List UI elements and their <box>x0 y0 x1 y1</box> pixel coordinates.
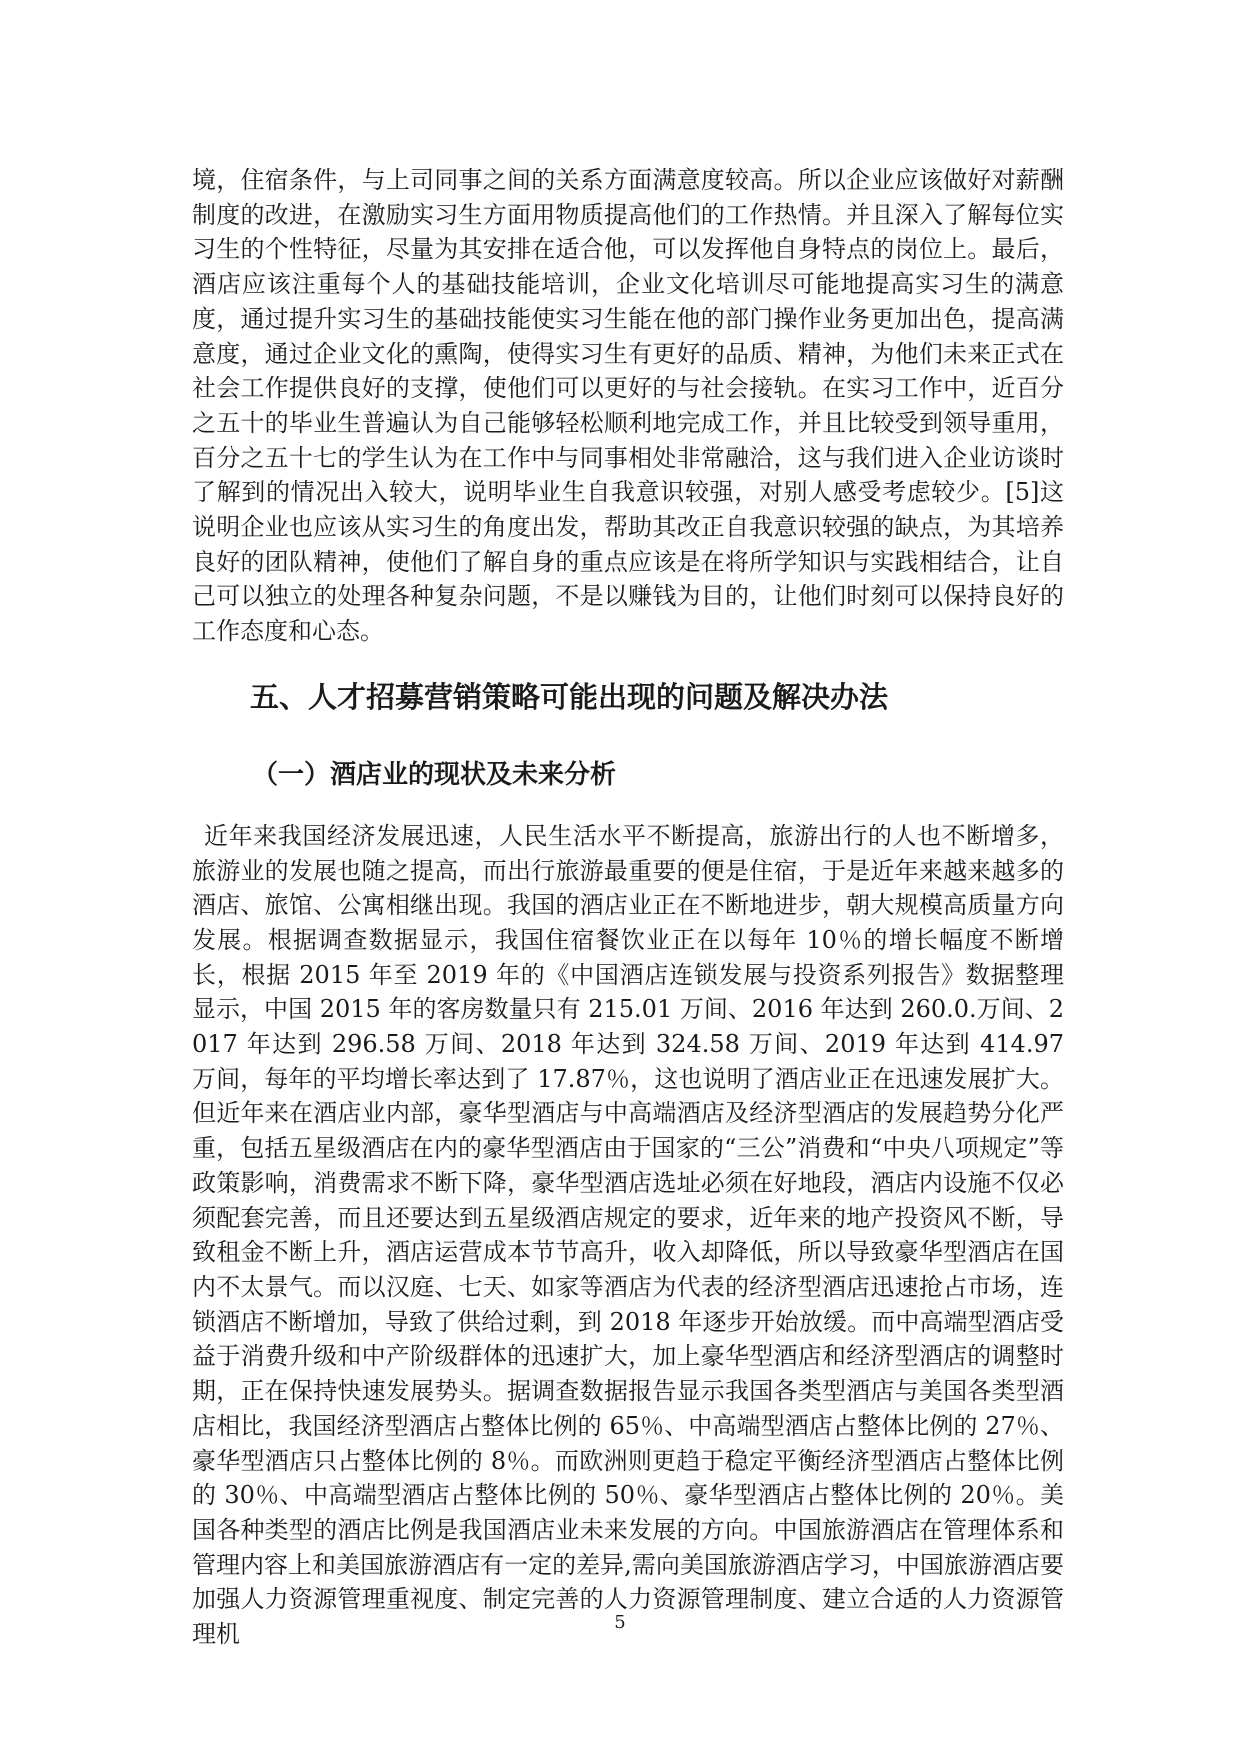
section-heading: 五、人才招募营销策略可能出现的问题及解决办法 <box>250 679 889 714</box>
body-paragraph-1: 境，住宿条件，与上司同事之间的关系方面满意度较高。所以企业应该做好对薪酬制度的改进，在激励实习生方面用物质提高他们的工作热情。并且深入了解每位实习生的个性特征，尽量为其安排在适合他，可以发挥他自身特点的岗位上。最后，酒店应该注重每个人的基础技能培训，企业文化培训尽可能地提高实习生的满意度，通过提升实习生的基础技能使实习生能在他的部门操作业务更加出色，提高满意度，通过企业文化的熏陶，使得实习生有更好的品质、精神，为他们未来正式在社会工作提供良好的支撑，使他们可以更好的与社会接轨。在实习工作中，近百分之五十的毕业生普遍认为自己能够轻松顺利地完成工作，并且比较受到领导重用，百分之五十七的学生认为在工作中与同事相处非常融洽，这与我们进入企业访谈时了解到的情况出入较大，说明毕业生自我意识较强，对别人感受考虑较少。[5]这说明企业也应该从实习生的角度出发，帮助其改正自我意识较强的缺点，为其培养良好的团队精神，使他们了解自身的重点应该是在将所学知识与实践相结合，让自己可以独立的处理各种复杂问题，不是以赚钱为目的，让他们时刻可以保持良好的工作态度和心态。 <box>192 166 1064 646</box>
body-paragraph-2: 近年来我国经济发展迅速，人民生活水平不断提高，旅游出行的人也不断增多，旅游业的发展也随之提高，而出行旅游最重要的便是住宿，于是近年来越来越多的酒店、旅馆、公寓相继出现。我国的酒店业正在不断地进步，朝大规模高质量方向发展。根据调查数据显示，我国住宿餐饮业正在以每年 10％的增长幅度不断增长，根据 2015 年至 2019 年的《中国酒店连锁发展与投资系列报告》数据整理显示，中国 2015 年的客房数量只有 215.01 万间、2016 年达到 260.0.万间、2017 年达到 296.58 万间、2018 年达到 324.58 万间、2019 年达到 414.97 万间，每年的平均增长率达到了 17.87％，这也说明了酒店业正在迅速发展扩大。但近年来在酒店业内部，豪华型酒店与中高端酒店及经济型酒店的发展趋势分化严重，包括五星级酒店在内的豪华型酒店由于国家的“三公”消费和“中央八项规定”等政策影响，消费需求不断下降，豪华型酒店选址必须在好地段，酒店内设施不仅必须配套完善，而且还要达到五星级酒店规定的要求，近年来的地产投资风不断，导致租金不断上升，酒店运营成本节节高升，收入却降低，所以导致豪华型酒店在国内不太景气。而以汉庭、七天、如家等酒店为代表的经济型酒店迅速抢占市场，连锁酒店不断增加，导致了供给过剩，到 2018 年逐步开始放缓。而中高端型酒店受益于消费升级和中产阶级群体的迅速扩大，加上豪华型酒店和经济型酒店的调整时期，正在保持快速发展势头。据调查数据报告显示我国各类型酒店与美国各类型酒店相比，我国经济型酒店占整体比例的 65％、中高端型酒店占整体比例的 27％、豪华型酒店只占整体比例的 8％。而欧洲则更趋于稳定平衡经济型酒店占整体比例的 30％、中高端型酒店占整体比例的 50％、豪华型酒店占整体比例的 20％。美国各种类型的酒店比例是我国酒店业未来发展的方向。中国旅游酒店在管理体系和管理内容上和美国旅游酒店有一定的差异,需向美国旅游酒店学习，中国旅游酒店要加强人力资源管理重视度、制定完善的人力资源管理制度、建立合适的人力资源管理机 <box>192 821 1064 1649</box>
subsection-heading: （一）酒店业的现状及未来分析 <box>252 759 617 790</box>
page-number: 5 <box>614 1612 626 1633</box>
page-content <box>192 163 1064 1652</box>
